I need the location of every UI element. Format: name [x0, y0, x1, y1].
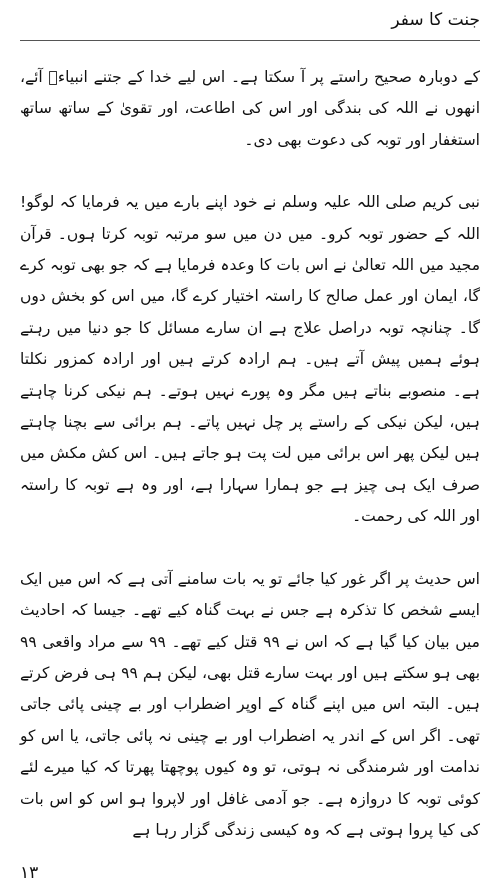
- running-header: جنت کا سفر: [391, 10, 480, 30]
- paragraph-2: نبی کریم صلی اللہ علیہ وسلم نے خود اپنے بارے میں یہ فرمایا کہ لوگو! اللہ کے حضور توبہ کرو۔ میں دن میں سو مرتبہ توبہ کرتا ہوں۔ قرآن مجید میں اللہ تعالیٰ نے اس بات کا وعدہ فرمایا ہے کہ جو بھی توبہ کرے گا، ایمان اور عمل صالح کا راستہ اختیار کرے گا، میں اس کو بخش دوں گا۔ چنانچہ توبہ دراصل علاج ہے ان سارے مسائل کا جو دنیا میں رہتے ہوئے ہمیں پیش آتے ہیں۔ ہم ارادہ کرتے ہیں اور ارادہ کمزور نکلتا ہے۔ منصوبے بناتے ہیں مگر وہ پورے نہیں ہوتے۔ ہم نیکی کرنا چاہتے ہیں، لیکن نیکی کے راستے پر چل نہیں پاتے۔ ہم برائی سے بچنا چاہتے ہیں لیکن پھر اس برائی میں لت پت ہو جاتے ہیں۔ اس کش مکش میں صرف ایک ہی چیز ہے جو ہمارا سہارا ہے، اور وہ ہے توبہ کا راستہ اور اللہ کی رحمت۔: [20, 193, 480, 526]
- header-rule: [20, 40, 480, 41]
- body-text: [20, 62, 480, 846]
- page-number: ۱۳: [20, 863, 39, 883]
- paragraph-1: کے دوبارہ صحیح راستے پر آ سکتا ہے۔ اس لیے خدا کے جتنے انبیاءؑ آئے، انھوں نے اللہ کی بندگی اور اس کی اطاعت، اور تقویٰ کے ساتھ ساتھ استغفار اور توبہ کی دعوت بھی دی۔: [20, 68, 480, 149]
- paragraph-3: اس حدیث پر اگر غور کیا جائے تو یہ بات سامنے آتی ہے کہ اس میں ایک ایسے شخص کا تذکرہ ہے جس نے بہت گناہ کیے تھے۔ جیسا کہ احادیث میں بیان کیا گیا ہے کہ اس نے ۹۹ قتل کیے تھے۔ ۹۹ سے مراد واقعی ۹۹ بھی ہو سکتے ہیں اور بہت سارے قتل بھی، لیکن ہم ۹۹ ہی فرض کرتے ہیں۔ البتہ اس میں اپنے گناہ کے اوپر اضطراب اور بے چینی پائی جاتی تھی۔ اگر اس کے اندر یہ اضطراب اور بے چینی نہ پائی جاتی، یا اس کو ندامت اور شرمندگی نہ ہوتی، تو وہ کیوں پوچھتا پھرتا کہ کیا میرے لئے کوئی توبہ کا دروازہ ہے۔ جو آدمی غافل اور لاپروا ہو اس کو اس بات کی کیا پروا ہوتی ہے کہ وہ کیسی زندگی گزار رہا ہے: [20, 569, 481, 839]
